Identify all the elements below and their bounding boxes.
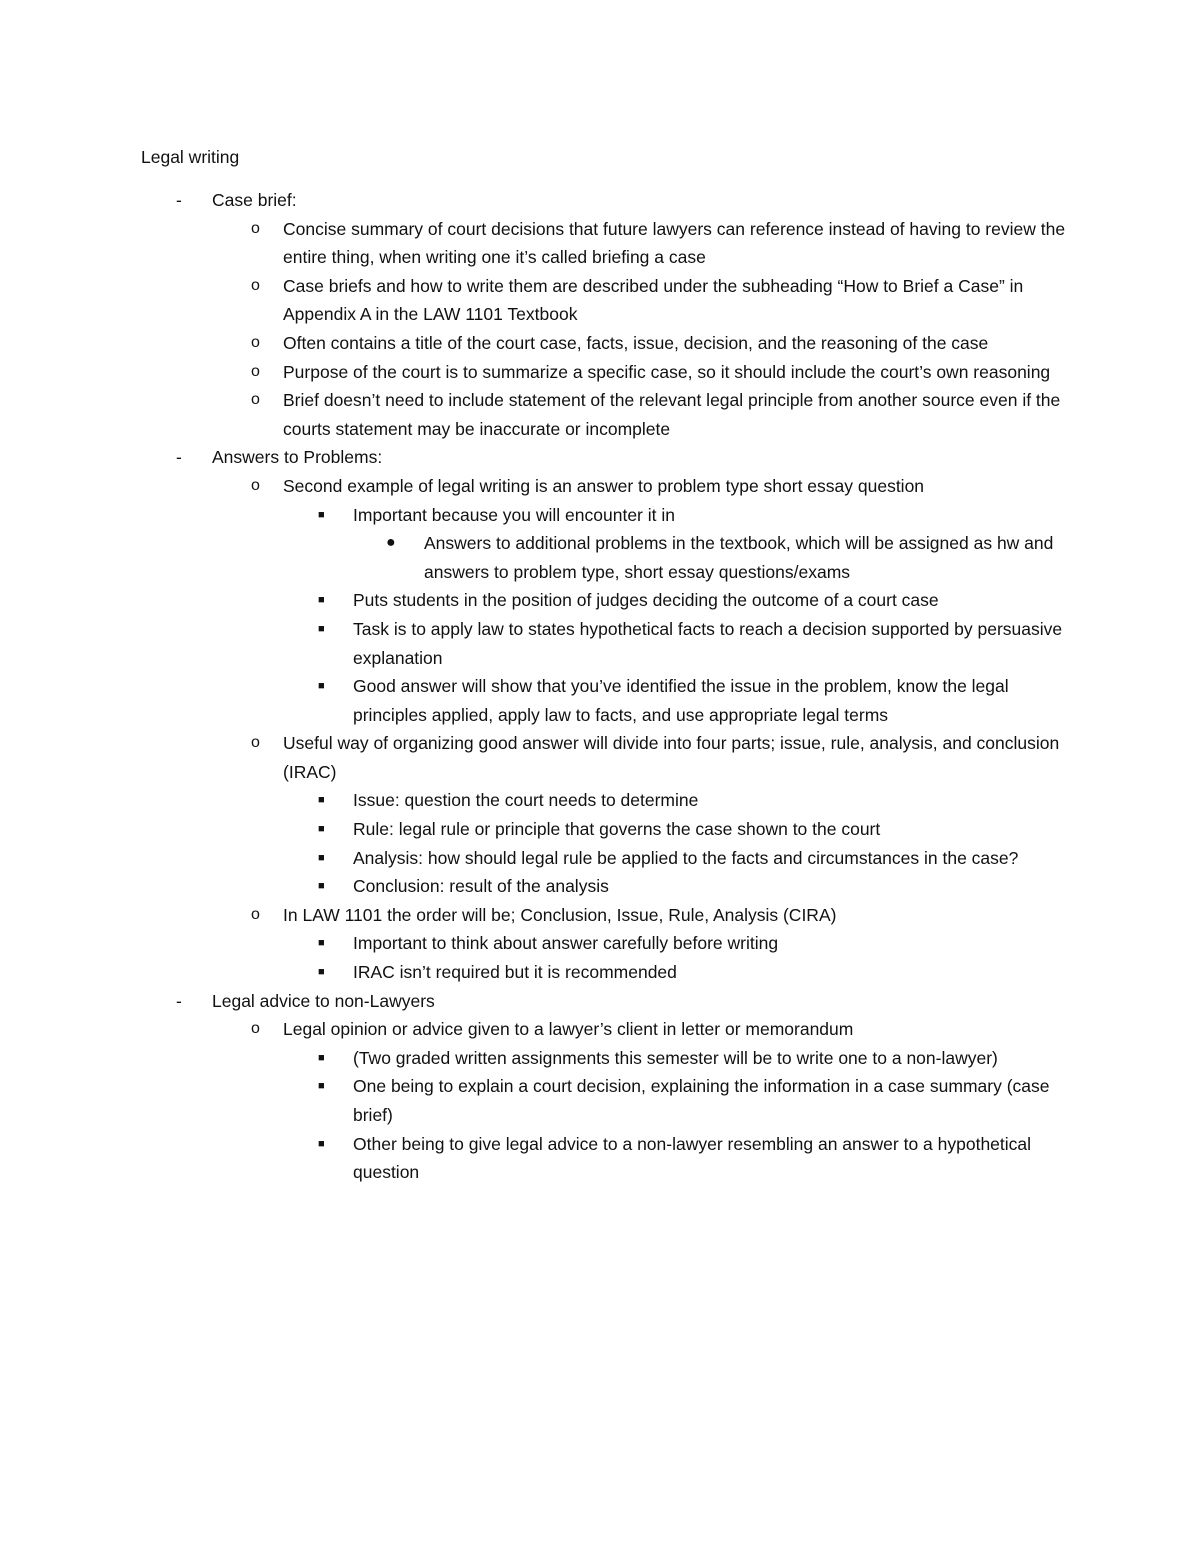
list-item-text: Rule: legal rule or principle that governs the case shown to the court [353, 819, 881, 840]
square-bullet-icon: ■ [318, 680, 325, 693]
circle-bullet: o [251, 333, 260, 351]
circle-bullet: o [251, 219, 260, 237]
list-item-level-3 [0, 815, 1073, 844]
dash-bullet: - [176, 447, 182, 468]
list-item-text: Important because you will encounter it in [353, 504, 675, 525]
list-item-text: IRAC isn’t required but it is recommended [353, 962, 677, 983]
square-bullet-icon: ■ [318, 1051, 325, 1064]
list-item-level-3 [0, 615, 1073, 672]
list-item-level-2 [0, 329, 1073, 358]
square-bullet-icon: ■ [318, 1137, 325, 1150]
circle-bullet: o [251, 476, 260, 494]
circle-bullet: o [251, 391, 260, 409]
list-item-level-3 [0, 844, 1073, 873]
dot-bullet-icon: ● [386, 534, 396, 552]
list-item-text: Good answer will show that you’ve identified the issue in the problem, know the legal principles applied, apply law to facts, and use appropriate legal terms [353, 676, 1009, 725]
dash-bullet: - [176, 990, 182, 1011]
square-bullet-icon: ■ [318, 823, 325, 836]
list-item-level-1 [0, 443, 1072, 472]
circle-bullet: o [251, 362, 260, 380]
list-item-level-2 [0, 472, 1073, 501]
list-item-text: Conclusion: result of the analysis [353, 876, 609, 897]
list-item-text: Second example of legal writing is an answer to problem type short essay question [283, 475, 925, 496]
list-item-level-2 [0, 901, 1073, 930]
square-bullet-icon: ■ [318, 622, 325, 635]
square-bullet-icon: ■ [318, 1080, 325, 1093]
list-item-text: Analysis: how should legal rule be applied to the facts and circumstances in the case? [353, 847, 1019, 868]
list-item-level-1 [0, 987, 1072, 1016]
list-item-text: Puts students in the position of judges deciding the outcome of a court case [353, 590, 939, 611]
circle-bullet: o [251, 1020, 260, 1038]
circle-bullet: o [251, 905, 260, 923]
list-item-level-3 [0, 786, 1073, 815]
list-item-text: Case brief: [212, 190, 297, 210]
square-bullet-icon: ■ [318, 880, 325, 893]
list-item-level-3 [0, 872, 1073, 901]
list-item-text: Issue: question the court needs to determine [353, 790, 699, 811]
list-item-text: Case briefs and how to write them are described under the subheading “How to Brief a Case” in Appendix A in the LAW 1101 Textbook [283, 275, 1024, 325]
list-item-text: Useful way of organizing good answer will divide into four parts; issue, rule, analysis, and conclusion (IRAC) [283, 733, 1060, 782]
square-bullet-icon: ■ [318, 508, 325, 521]
list-item-level-2 [0, 358, 1073, 387]
square-bullet-icon: ■ [318, 937, 325, 950]
list-item-text: One being to explain a court decision, explaining the information in a case summary (case brief) [353, 1076, 1050, 1125]
list-item-level-3 [0, 958, 1073, 987]
list-item-level-2 [0, 1015, 1073, 1044]
square-bullet-icon: ■ [318, 966, 325, 979]
list-item-level-3 [0, 501, 1073, 530]
list-item-text: In LAW 1101 the order will be; Conclusion, Issue, Rule, Analysis (CIRA) [283, 904, 837, 925]
list-item-level-3 [0, 586, 1073, 615]
notes-outline [0, 186, 1200, 1187]
list-item-level-2 [0, 386, 1073, 443]
list-item-text: Often contains a title of the court case, facts, issue, decision, and the reasoning of the case [283, 332, 989, 353]
list-item-text: Other being to give legal advice to a non-lawyer resembling an answer to a hypothetical question [353, 1133, 1032, 1183]
list-item-text: (Two graded written assignments this semester will be to write one to a non-lawyer) [353, 1047, 998, 1068]
list-item-level-3 [0, 672, 1073, 729]
list-item-level-3 [0, 1130, 1073, 1187]
list-item-level-3 [0, 1044, 1073, 1073]
document-title: Legal writing [141, 147, 240, 167]
circle-bullet: o [251, 276, 260, 294]
list-item-level-1 [0, 186, 1072, 215]
list-item-text: Important to think about answer carefully before writing [353, 933, 779, 954]
square-bullet-icon: ■ [318, 794, 325, 807]
list-item-text: Answers to additional problems in the textbook, which will be assigned as hw and answers to problem type, short essay questions/exams [424, 533, 1054, 582]
list-item-level-2 [0, 272, 1073, 329]
list-item-level-2 [0, 729, 1073, 786]
list-item-text: Concise summary of court decisions that future lawyers can reference instead of having to review the entire thing, when writing one it’s called briefing a case [283, 218, 1066, 268]
list-item-level-3 [0, 929, 1073, 958]
list-item-level-4 [0, 529, 1074, 586]
list-item-text: Purpose of the court is to summarize a specific case, so it should include the court’s own reasoning [283, 361, 1051, 382]
list-item-text: Brief doesn’t need to include statement of the relevant legal principle from another source even if the courts statement may be inaccurate or incomplete [283, 390, 1061, 439]
square-bullet-icon: ■ [318, 594, 325, 607]
list-item-text: Legal advice to non-Lawyers [212, 990, 435, 1011]
list-item-level-3 [0, 1072, 1073, 1129]
list-item-level-2 [0, 215, 1073, 272]
dash-bullet: - [176, 190, 182, 210]
square-bullet-icon: ■ [318, 851, 325, 864]
circle-bullet: o [251, 734, 260, 752]
list-item-text: Legal opinion or advice given to a lawyer’s client in letter or memorandum [283, 1019, 854, 1040]
list-item-text: Task is to apply law to states hypothetical facts to reach a decision supported by persuasive explanation [353, 618, 1063, 668]
list-item-text: Answers to Problems: [212, 447, 383, 468]
